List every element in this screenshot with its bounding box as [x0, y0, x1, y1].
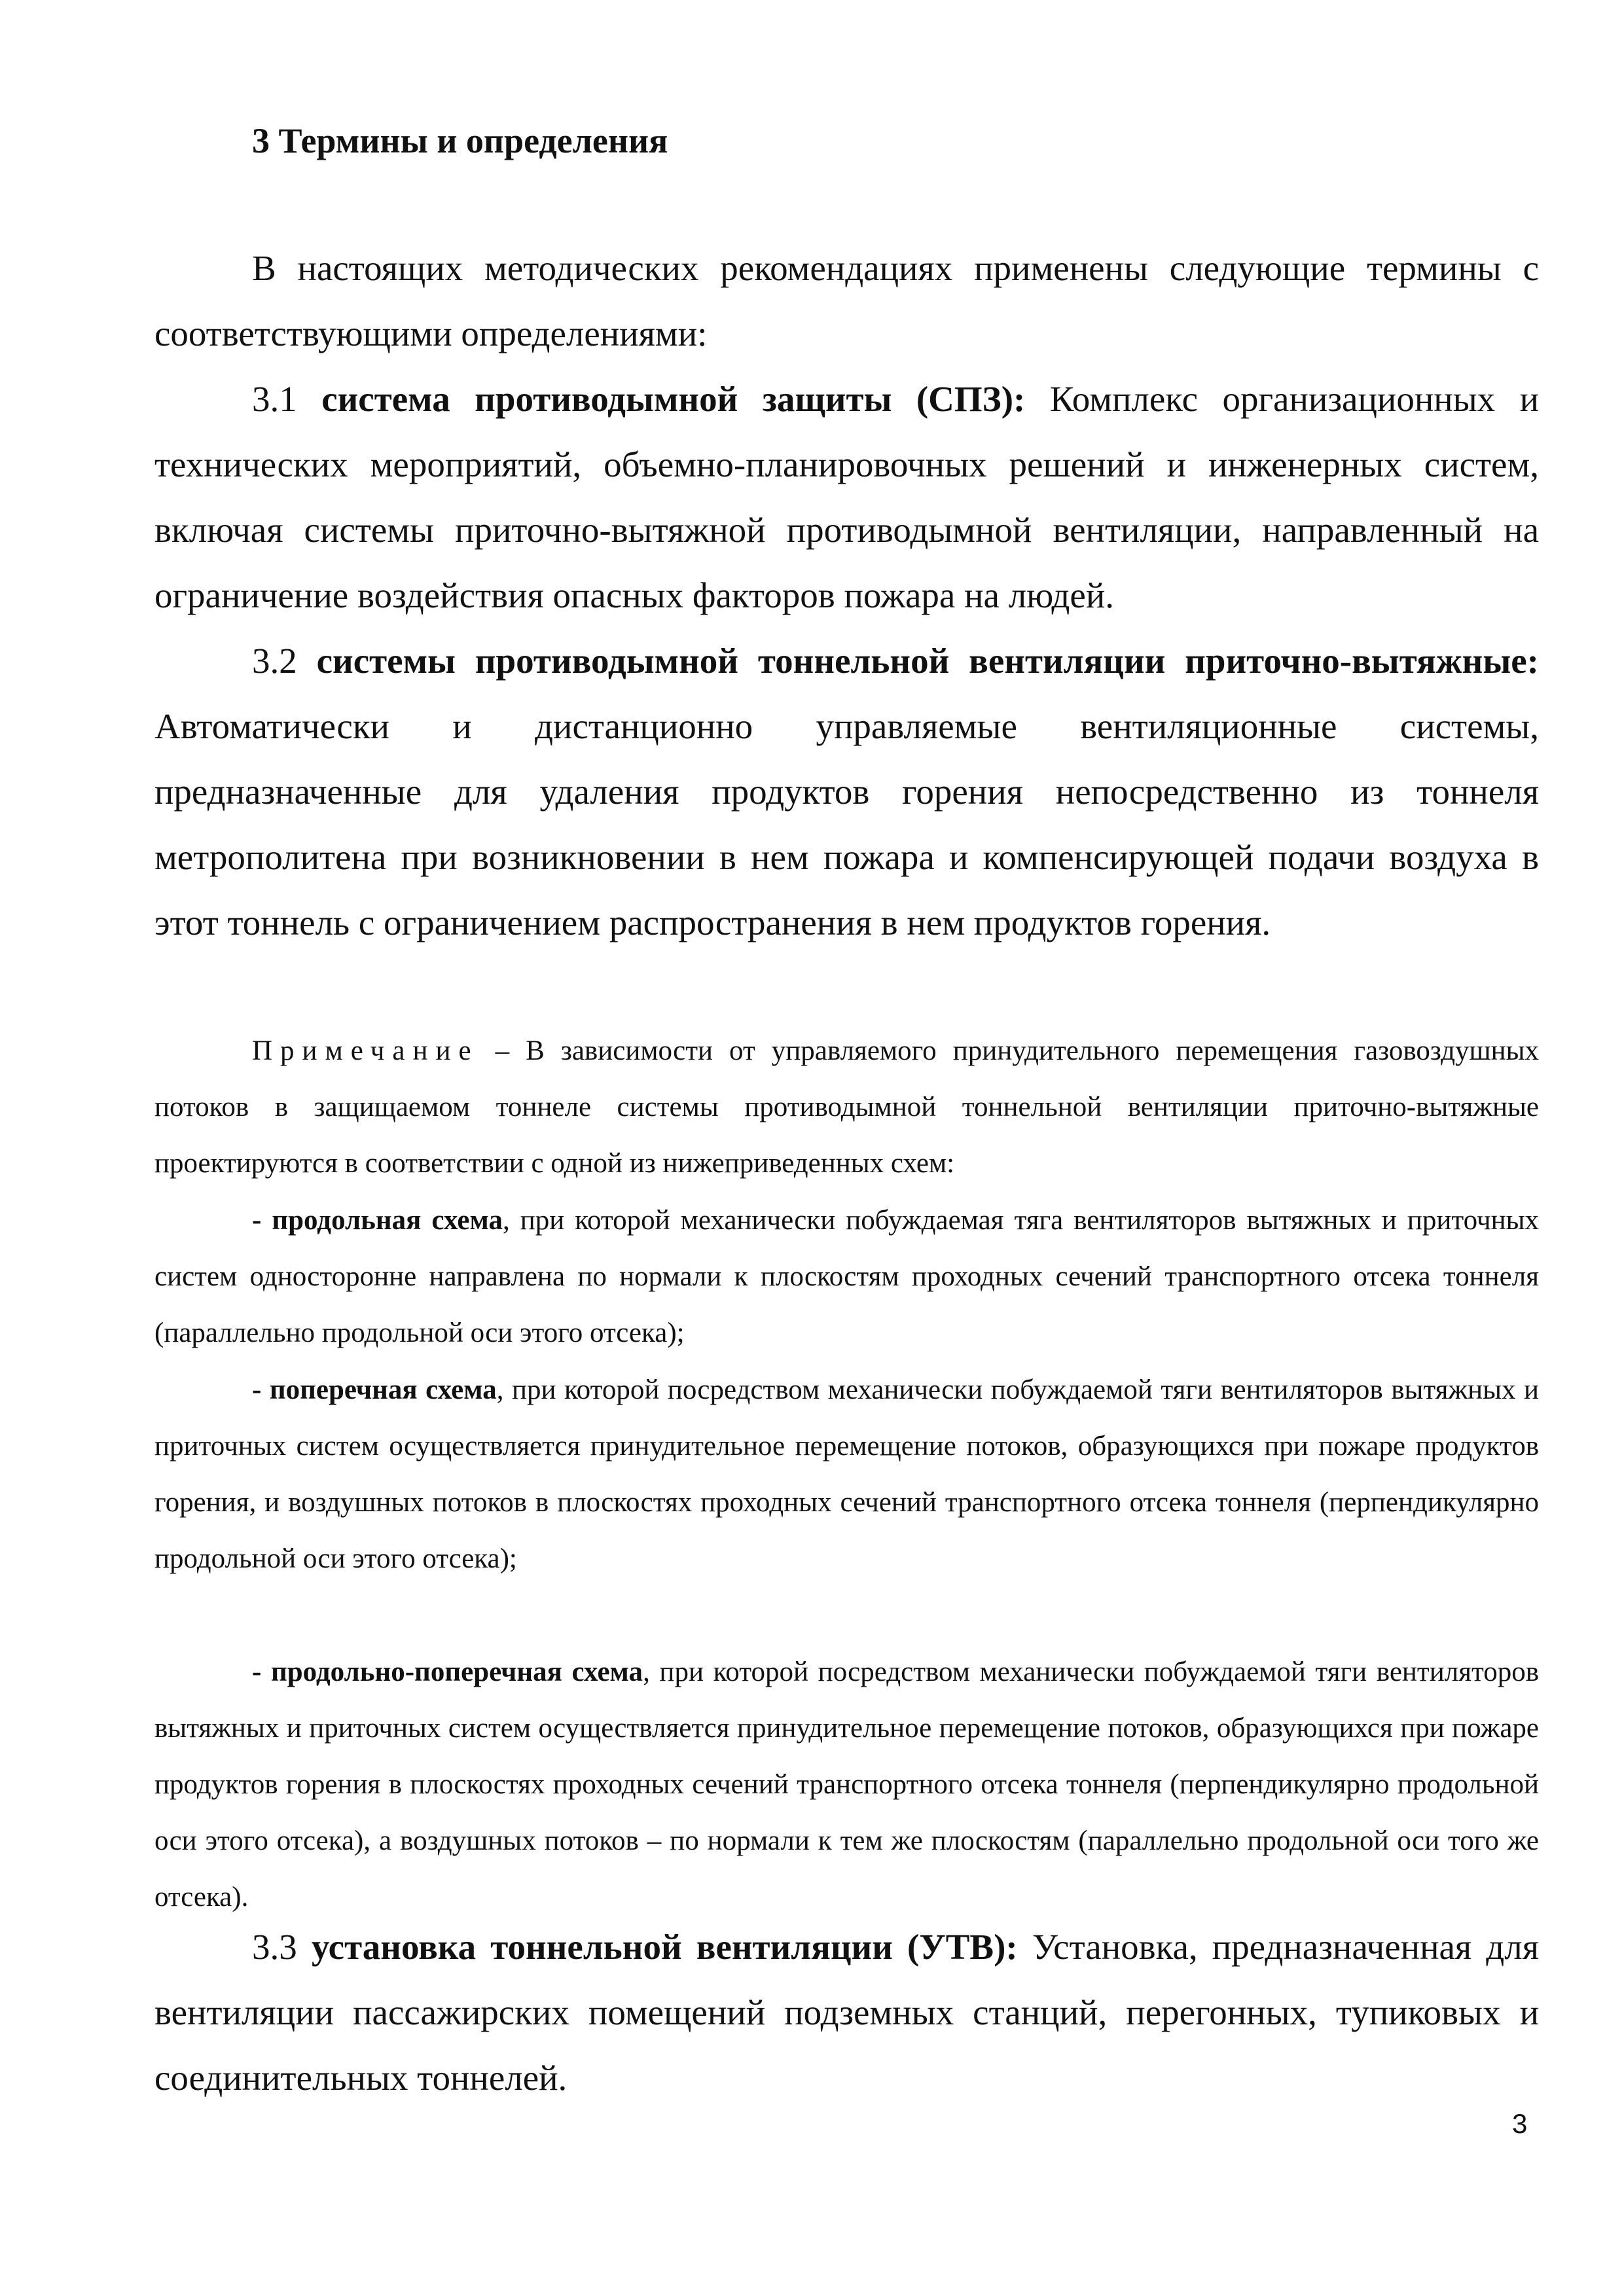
note-item-combined: [154, 1644, 1539, 1926]
intro-text: В настоящих методических рекомендациях применены следующие термины с соответствующими определениями:: [154, 248, 1539, 353]
note-item-longitudinal: [154, 1193, 1539, 1361]
page-number: 3: [1512, 2108, 1528, 2139]
term-3-1-definition: Комплекс организационных и технических мероприятий, объемно-планировочных решений и инженерных систем, включая системы приточно-вытяжной противодымной вентиляции, направленный на ограничение воздействия опасных факторов пожара на людей.: [154, 379, 1540, 615]
term-3-1: [154, 367, 1539, 628]
term-3-2: [154, 628, 1539, 956]
term-3-2-title: системы противодымной тоннельной вентиляции приточно-вытяжные:: [316, 641, 1540, 681]
section-heading: 3 Термины и определения: [252, 121, 668, 160]
term-3-3: [154, 1914, 1539, 2111]
note-item-dash: -: [252, 1374, 262, 1405]
note-item-dash: -: [252, 1657, 262, 1687]
term-3-2-number: 3.2: [252, 641, 297, 681]
intro-paragraph: [154, 236, 1539, 367]
note-item-text: , при которой механически побуждаемая тяга вентиляторов вытяжных и приточных систем односторонне направлена по нормали к плоскостям проходных сечений транспортного отсека тоннеля (параллельно продольной оси этого отсека);: [154, 1205, 1539, 1348]
term-3-3-definition: Установка, предназначенная для вентиляции пассажирских помещений подземных станций, перегонных, тупиковых и соединительных тоннелей.: [154, 1927, 1540, 2098]
term-3-1-number: 3.1: [252, 379, 297, 419]
note-item-term: продольная схема: [272, 1205, 503, 1236]
note-item-text: , при которой посредством механически побуждаемой тяги вентиляторов вытяжных и приточных систем осуществляется принудительное перемещение потоков, образующихся при пожаре продуктов горения в плоскостях проходных сечений транспортного отсека тоннеля (перпендикулярно продольной оси этого отсека), а воздушных потоков – по нормали к тем же плоскостям (параллельно продольной оси того же отсека).: [154, 1657, 1539, 1912]
note-label: Примечание: [252, 1035, 479, 1066]
term-3-3-title: установка тоннельной вентиляции (УТВ):: [311, 1927, 1018, 1967]
note-item-dash: -: [252, 1205, 262, 1236]
term-3-3-number: 3.3: [252, 1927, 297, 1967]
note-paragraph: [154, 1023, 1539, 1192]
term-3-1-title: система противодымной защиты (СПЗ):: [321, 379, 1026, 419]
note-item-term: поперечная схема: [269, 1374, 497, 1405]
note-item-transverse: [154, 1362, 1539, 1587]
note-item-text: , при которой посредством механически побуждаемой тяги вентиляторов вытяжных и приточных систем осуществляется принудительное перемещение потоков, образующихся при пожаре продуктов горения, и воздушных потоков в плоскостях проходных сечений транспортного отсека тоннеля (перпендикулярно продольной оси этого отсека);: [154, 1374, 1540, 1574]
note-item-term: продольно-поперечная схема: [270, 1657, 643, 1687]
term-3-2-definition: Автоматически и дистанционно управляемые вентиляционные системы, предназначенные для удаления продуктов горения непосредственно из тоннеля метрополитена при возникновении в нем пожара и компенсирующей подачи воздуха в этот тоннель с ограничением распространения в нем продуктов горения.: [154, 706, 1539, 942]
note-text: – В зависимости от управляемого принудительного перемещения газовоздушных потоков в защищаемом тоннеле системы противодымной тоннельной вентиляции приточно-вытяжные проектируются в соответствии с одной из нижеприведенных схем:: [154, 1035, 1539, 1179]
